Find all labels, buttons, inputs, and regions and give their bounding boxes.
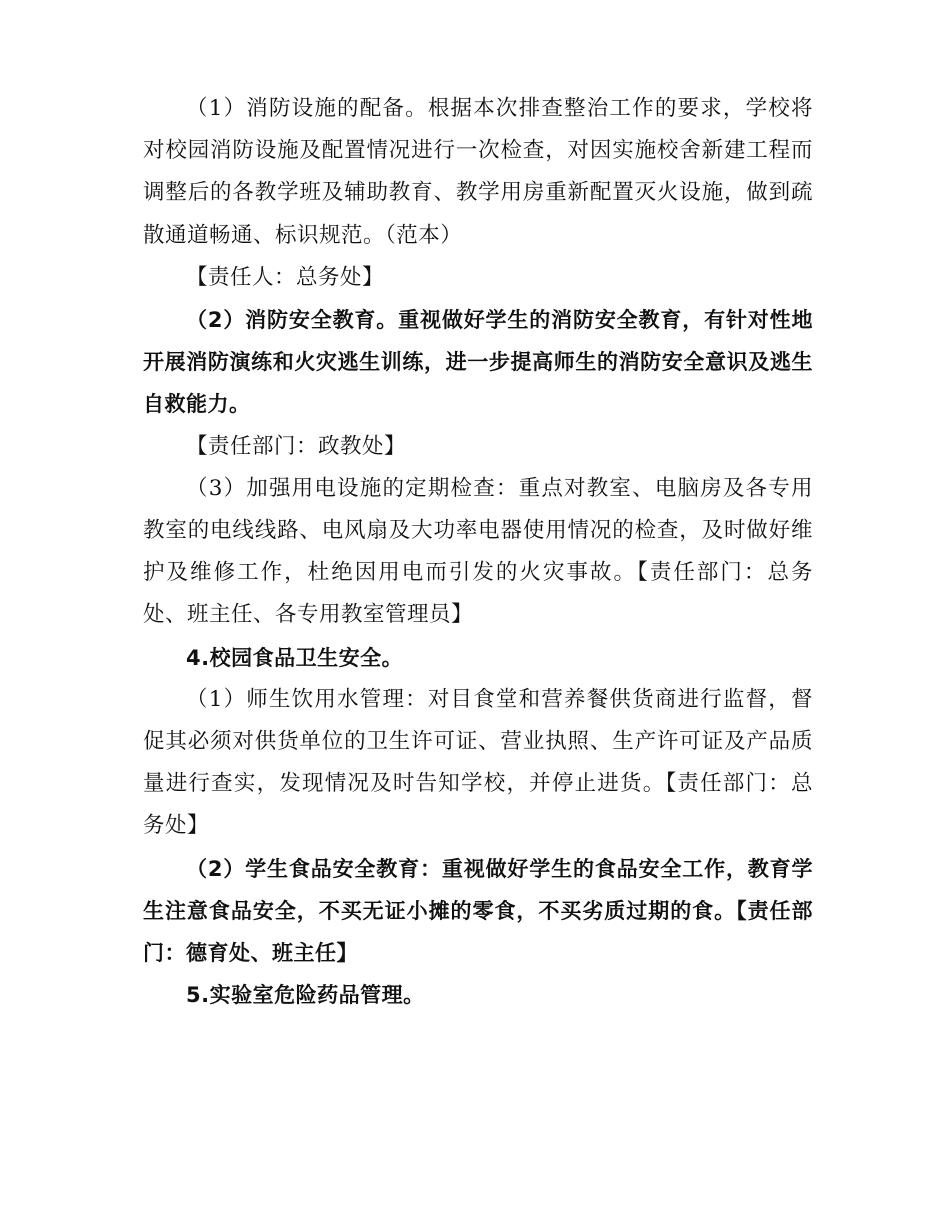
section-heading-food-safety: 4.校园食品卫生安全。 (186, 645, 404, 670)
document-page (143, 88, 813, 1016)
paragraph-fire-facilities: （1）消防设施的配备。根据本次排查整治工作的要求，学校将对校园消防设施及配置情况进行一次检查，对因实施校舍新建工程而调整后的各教学班及辅助教育、教学用房重新配置灭火设施，做到疏散通道畅通、标识规范。（范本） (143, 96, 813, 248)
paragraph-responsible-dept-politics: 【责任部门：政教处】 (186, 433, 407, 459)
paragraph-fire-safety-education: （2）消防安全教育。重视做好学生的消防安全教育，有针对性地开展消防演练和火灾逃生训练，进一步提高师生的消防安全意识及逃生自救能力。 (143, 308, 813, 417)
paragraph-food-safety-education: （2）学生食品安全教育：重视做好学生的食品安全工作，教育学生注意食品安全，不买无证小摊的零食，不买劣质过期的食。【责任部门：德育处、班主任】 (143, 856, 813, 966)
paragraph-drinking-water: （1）师生饮用水管理：对目食堂和营养餐供货商进行监督，督促其必须对供货单位的卫生许可证、营业执照、生产许可证及产品质量进行查实，发现情况及时告知学校，并停止进货。【责任部门：总务处】 (143, 686, 813, 839)
paragraph-electrical-inspection: （3）加强用电设施的定期检查：重点对教室、电脑房及各专用教室的电线线路、电风扇及大功率电器使用情况的检查，及时做好维护及维修工作，杜绝因用电而引发的火灾事故。【责任部门：总务处、班主任、各专用教室管理员】 (143, 475, 813, 628)
section-heading-lab-chemicals: 5.实验室危险药品管理。 (186, 983, 425, 1008)
paragraph-responsible-person: 【责任人：总务处】 (186, 264, 385, 290)
